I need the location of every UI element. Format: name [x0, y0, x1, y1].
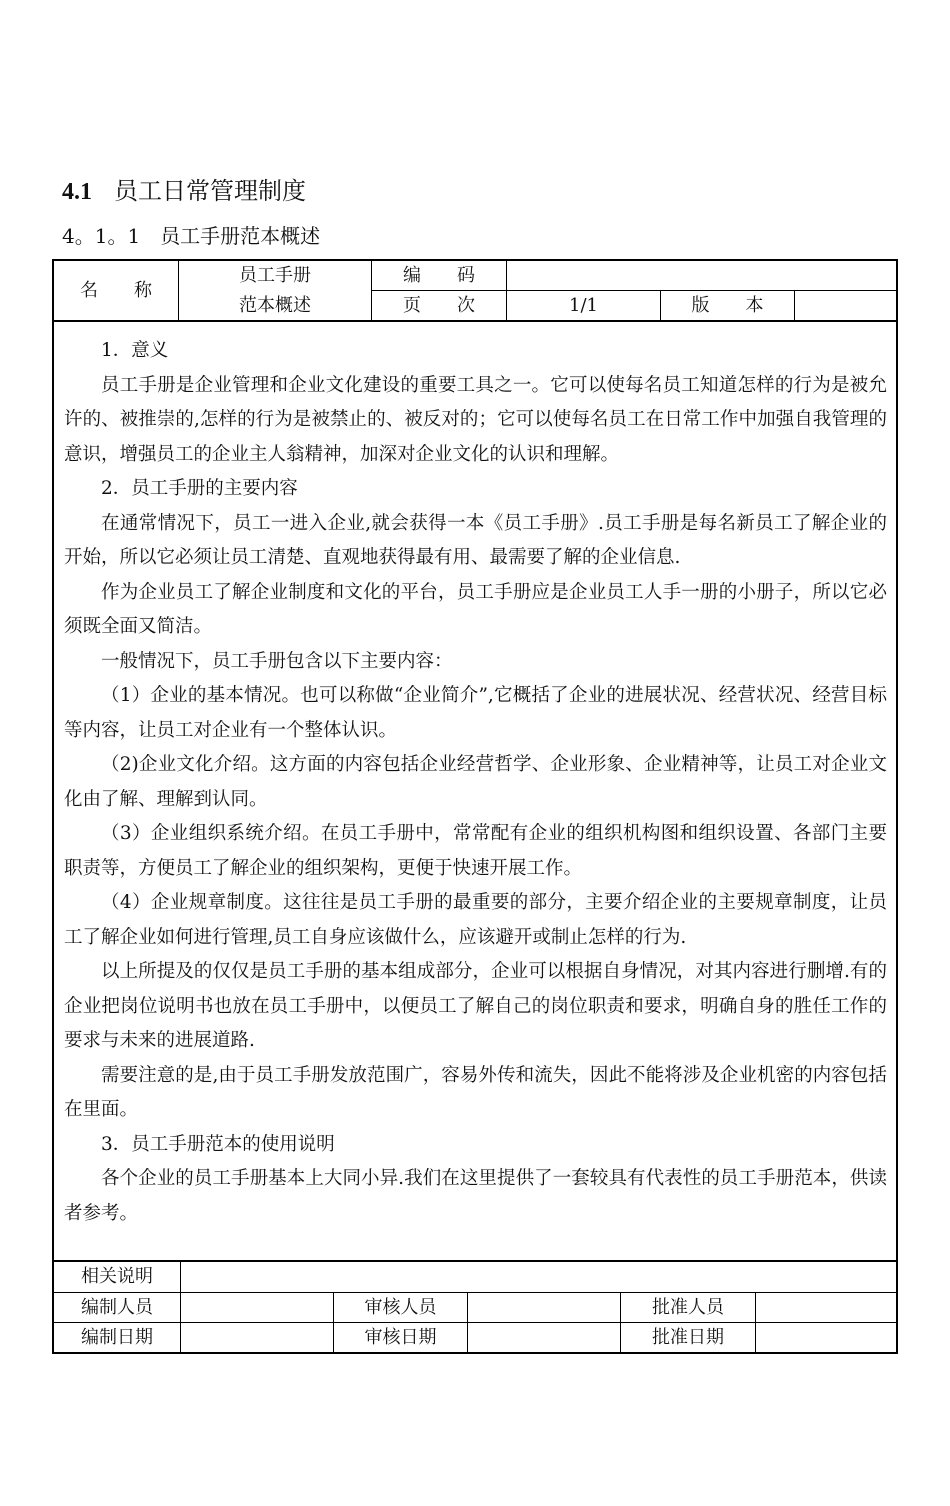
- approved-date-value: [756, 1323, 896, 1352]
- paragraph: 各个企业的员工手册基本上大同小异.我们在这里提供了一套较具有代表性的员工手册范本，供读者参考。: [64, 1168, 887, 1224]
- section-heading-contents: 2．员工手册的主要内容: [101, 478, 298, 499]
- approved-date-label: 批准日期: [652, 1326, 724, 1348]
- paragraph: 作为企业员工了解企业制度和文化的平台，员工手册应是企业员工人手一册的小册子，所以它必须既全面又简洁。: [64, 581, 887, 637]
- document-body: [64, 334, 887, 1231]
- code-value: [507, 261, 896, 290]
- related-notes-value: [181, 1262, 896, 1292]
- name-value-line1: 员工手册: [239, 264, 311, 286]
- paragraph: 在通常情况下，员工一进入企业,就会获得一本《员工手册》.员工手册是每名新员工了解企业的开始，所以它必须让员工清楚、直观地获得最有用、最需要了解的企业信息.: [64, 512, 887, 568]
- subsection-title: 员工手册范本概述: [160, 224, 321, 248]
- section-heading-meaning: 1．意义: [101, 340, 169, 361]
- reviewed-date-value: [468, 1323, 620, 1352]
- approved-by-label: 批准人员: [652, 1296, 724, 1318]
- prepared-by-value: [181, 1293, 333, 1322]
- paragraph: 一般情况下，员工手册包含以下主要内容：: [101, 650, 453, 672]
- list-item: （4）企业规章制度。这往往是员工手册的最重要的部分，主要介绍企业的主要规章制度，让员工了解企业如何进行管理,员工自身应该做什么，应该避开或制止怎样的行为.: [64, 892, 887, 948]
- related-notes-label: 相关说明: [81, 1266, 153, 1287]
- paragraph: 需要注意的是,由于员工手册发放范围广，容易外传和流失，因此不能将涉及企业机密的内容包括在里面。: [64, 1064, 887, 1120]
- name-label: 名 称: [80, 279, 152, 301]
- section-heading-usage: 3．员工手册范本的使用说明: [101, 1133, 335, 1155]
- version-value: [795, 291, 896, 320]
- paragraph: 以上所提及的仅仅是员工手册的基本组成部分，企业可以根据自身情况，对其内容进行删增.有的企业把岗位说明书也放在员工手册中，以便员工了解自己的岗位职责和要求，明确自身的胜任工作的要求与未来的进展道路.: [64, 961, 887, 1051]
- list-item: （3）企业组织系统介绍。在员工手册中，常常配有企业的组织机构图和组织设置、各部门主要职责等，方便员工了解企业的组织架构，更便于快速开展工作。: [64, 823, 887, 879]
- prepared-date-value: [181, 1323, 333, 1352]
- subsection-heading: [62, 222, 320, 250]
- code-label: 编 码: [403, 264, 475, 286]
- section-number: 4.1: [62, 179, 92, 205]
- version-label: 版 本: [691, 294, 764, 316]
- reviewed-by-label: 审核人员: [364, 1296, 437, 1318]
- paragraph: 员工手册是企业管理和企业文化建设的重要工具之一。它可以使每名员工知道怎样的行为是被允许的、被推崇的,怎样的行为是被禁止的、被反对的；它可以使每名员工在日常工作中加强自我管理的意识，增强员工的企业主人翁精神，加深对企业文化的认识和理解。: [64, 374, 887, 465]
- list-item: （2)企业文化介绍。这方面的内容包括企业经营哲学、企业形象、企业精神等，让员工对企业文化由了解、理解到认同。: [64, 754, 887, 810]
- subsection-number: 4。1。1: [62, 224, 141, 248]
- approved-by-value: [756, 1293, 896, 1322]
- reviewed-by-value: [468, 1293, 620, 1322]
- page-value: 1/1: [569, 294, 598, 316]
- list-item: （1）企业的基本情况。也可以称做“企业简介”,它概括了企业的进展状况、经营状况、经营目标等内容，让员工对企业有一个整体认识。: [64, 685, 887, 741]
- name-value-line2: 范本概述: [239, 294, 311, 316]
- reviewed-date-label: 审核日期: [364, 1326, 437, 1348]
- section-heading: [62, 174, 306, 209]
- section-title: 员工日常管理制度: [114, 177, 306, 205]
- prepared-date-label: 编制日期: [81, 1326, 153, 1348]
- page-label: 页 次: [403, 294, 475, 316]
- prepared-by-label: 编制人员: [81, 1296, 153, 1318]
